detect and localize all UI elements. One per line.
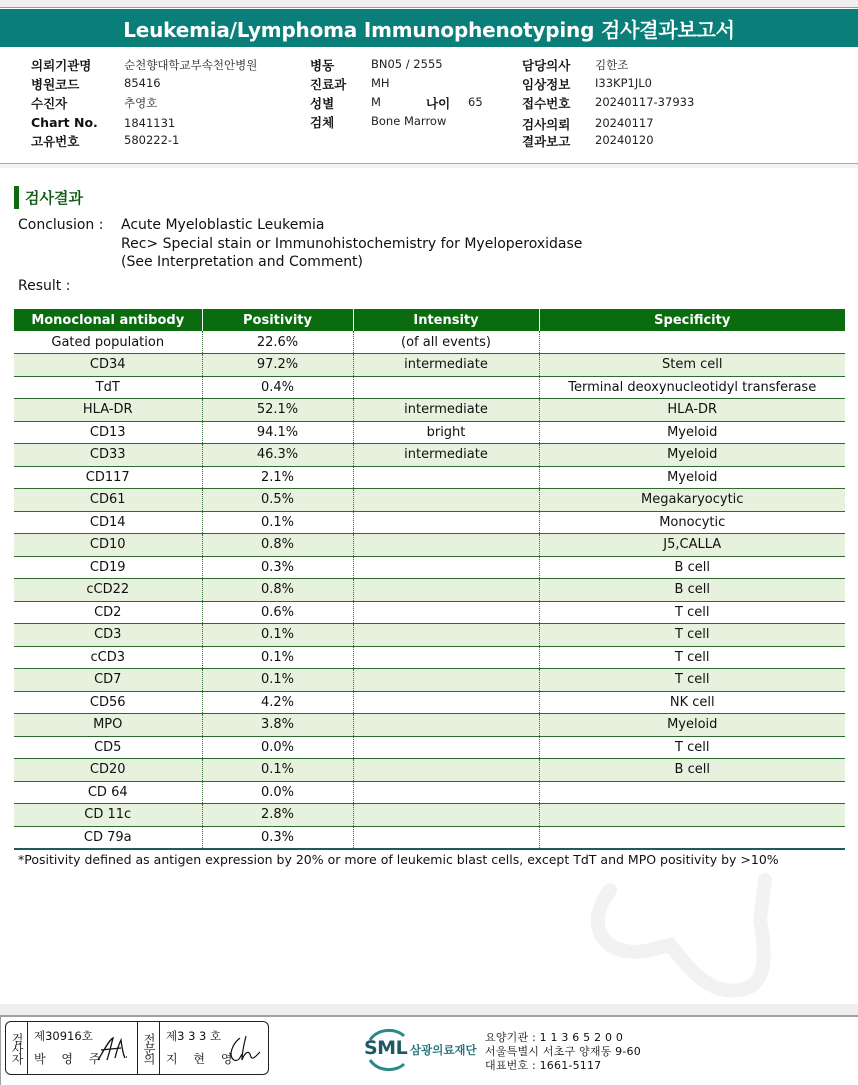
specificity-cell: Myeloid bbox=[539, 714, 845, 737]
positivity-cell: 0.4% bbox=[202, 376, 353, 399]
table-row bbox=[14, 736, 845, 759]
intensity-cell bbox=[353, 601, 539, 624]
intensity-cell bbox=[353, 691, 539, 714]
positivity-cell: 0.1% bbox=[202, 646, 353, 669]
doctor-label: 담당의사 bbox=[522, 58, 571, 73]
positivity-cell: 22.6% bbox=[202, 331, 353, 354]
antibody-cell: CD10 bbox=[14, 534, 202, 557]
antibody-cell: CD33 bbox=[14, 444, 202, 467]
sex-value: M bbox=[371, 95, 381, 109]
specificity-cell: Terminal deoxynucleotidyl transferase bbox=[539, 376, 845, 399]
section-title: 검사결과 bbox=[25, 188, 83, 207]
antibody-cell: CD13 bbox=[14, 421, 202, 444]
specificity-cell bbox=[539, 804, 845, 827]
antibody-cell: CD5 bbox=[14, 736, 202, 759]
specificity-cell bbox=[539, 781, 845, 804]
specificity-cell: Megakaryocytic bbox=[539, 489, 845, 512]
table-row bbox=[14, 331, 845, 354]
chart-no-label: Chart No. bbox=[31, 115, 98, 130]
address: 서울특별시 서초구 양재동 9-60 bbox=[485, 1045, 641, 1058]
antibody-cell: CD117 bbox=[14, 466, 202, 489]
sex-label: 성별 bbox=[310, 96, 335, 111]
intensity-cell: (of all events) bbox=[353, 331, 539, 354]
age-value: 65 bbox=[468, 95, 483, 109]
table-row bbox=[14, 691, 845, 714]
table-row bbox=[14, 624, 845, 647]
section-accent-bar bbox=[14, 186, 19, 209]
examiner-name: 박 영 주 bbox=[34, 1052, 107, 1066]
request-date-value: 20240117 bbox=[595, 116, 654, 130]
table-row bbox=[14, 601, 845, 624]
antibody-cell: CD19 bbox=[14, 556, 202, 579]
table-row bbox=[14, 399, 845, 422]
positivity-cell: 0.0% bbox=[202, 736, 353, 759]
intensity-cell bbox=[353, 759, 539, 782]
unique-id-value: 580222-1 bbox=[124, 133, 180, 147]
table-row bbox=[14, 534, 845, 557]
positivity-cell: 0.8% bbox=[202, 534, 353, 557]
result-label: Result : bbox=[18, 278, 71, 294]
report-date-value: 20240120 bbox=[595, 133, 654, 147]
receipt-no-value: 20240117-37933 bbox=[595, 95, 695, 109]
examiner-label-text: 검사자 bbox=[10, 1033, 24, 1063]
column-header-antibody: Monoclonal antibody bbox=[14, 309, 202, 331]
antibody-cell: CD 11c bbox=[14, 804, 202, 827]
table-row bbox=[14, 354, 845, 377]
hospital-code-value: 85416 bbox=[124, 76, 161, 90]
patient-value: 추영호 bbox=[124, 96, 158, 110]
ward-label: 병동 bbox=[310, 58, 335, 73]
specificity-cell: HLA-DR bbox=[539, 399, 845, 422]
intensity-cell bbox=[353, 669, 539, 692]
request-date-label: 검사의뢰 bbox=[522, 117, 571, 132]
intensity-cell bbox=[353, 489, 539, 512]
table-row bbox=[14, 781, 845, 804]
specificity-cell: B cell bbox=[539, 556, 845, 579]
clinical-info-label: 임상정보 bbox=[522, 77, 571, 92]
specificity-cell bbox=[539, 331, 845, 354]
table-row bbox=[14, 669, 845, 692]
positivity-cell: 0.1% bbox=[202, 624, 353, 647]
intensity-cell bbox=[353, 534, 539, 557]
specificity-cell: Monocytic bbox=[539, 511, 845, 534]
specificity-cell: T cell bbox=[539, 646, 845, 669]
patient-info bbox=[0, 56, 858, 156]
column-header-intensity: Intensity bbox=[353, 309, 539, 331]
intensity-cell bbox=[353, 714, 539, 737]
positivity-cell: 0.8% bbox=[202, 579, 353, 602]
intensity-cell bbox=[353, 804, 539, 827]
footer-band bbox=[0, 1004, 858, 1017]
examiner-license: 제30916호 bbox=[34, 1029, 93, 1043]
table-row bbox=[14, 826, 845, 849]
positivity-cell: 94.1% bbox=[202, 421, 353, 444]
antibody-cell: Gated population bbox=[14, 331, 202, 354]
table-row bbox=[14, 646, 845, 669]
positivity-cell: 0.3% bbox=[202, 556, 353, 579]
positivity-cell: 0.1% bbox=[202, 759, 353, 782]
age-label: 나이 bbox=[426, 96, 451, 111]
positivity-cell: 4.2% bbox=[202, 691, 353, 714]
antibody-cell: CD14 bbox=[14, 511, 202, 534]
specificity-cell: T cell bbox=[539, 601, 845, 624]
intensity-cell: intermediate bbox=[353, 354, 539, 377]
antibody-cell: TdT bbox=[14, 376, 202, 399]
intensity-cell bbox=[353, 646, 539, 669]
specificity-cell: B cell bbox=[539, 579, 845, 602]
specialist-name: 지 현 영 bbox=[166, 1052, 239, 1066]
antibody-cell: CD2 bbox=[14, 601, 202, 624]
intensity-cell bbox=[353, 736, 539, 759]
antibody-cell: CD 79a bbox=[14, 826, 202, 849]
table-row bbox=[14, 511, 845, 534]
intensity-cell: bright bbox=[353, 421, 539, 444]
ward-value: BN05 / 2555 bbox=[371, 57, 443, 71]
specificity-cell: J5,CALLA bbox=[539, 534, 845, 557]
antibody-cell: CD56 bbox=[14, 691, 202, 714]
chart-no-value: 1841131 bbox=[124, 116, 176, 130]
intensity-cell bbox=[353, 624, 539, 647]
positivity-cell: 46.3% bbox=[202, 444, 353, 467]
antibody-cell: CD7 bbox=[14, 669, 202, 692]
specialist-label bbox=[138, 1022, 160, 1074]
department-label: 진료과 bbox=[310, 77, 347, 92]
specificity-cell: Myeloid bbox=[539, 466, 845, 489]
positivity-cell: 0.3% bbox=[202, 826, 353, 849]
table-row bbox=[14, 714, 845, 737]
positivity-footnote: *Positivity defined as antigen expression by 20% or more of leukemic blast cells, except TdT and MPO positivity by >10% bbox=[18, 852, 779, 867]
report-date-label: 결과보고 bbox=[522, 134, 571, 149]
conclusion-line: Rec> Special stain or Immunohistochemistry for Myeloperoxidase bbox=[121, 236, 583, 252]
specificity-cell bbox=[539, 826, 845, 849]
antibody-cell: MPO bbox=[14, 714, 202, 737]
institution-label: 의뢰기관명 bbox=[31, 58, 92, 73]
positivity-cell: 2.8% bbox=[202, 804, 353, 827]
institution-value: 순천향대학교부속천안병원 bbox=[124, 58, 258, 72]
positivity-cell: 0.1% bbox=[202, 669, 353, 692]
conclusion-line: Acute Myeloblastic Leukemia bbox=[121, 217, 325, 233]
antibody-cell: cCD22 bbox=[14, 579, 202, 602]
specificity-cell: Myeloid bbox=[539, 444, 845, 467]
table-row bbox=[14, 421, 845, 444]
intensity-cell bbox=[353, 826, 539, 849]
top-strip bbox=[0, 0, 858, 8]
table-row bbox=[14, 376, 845, 399]
examiner-signature bbox=[95, 1034, 131, 1064]
patient-label: 수진자 bbox=[31, 96, 68, 111]
report-title-bar bbox=[0, 9, 858, 47]
footer-left-border bbox=[0, 1017, 1, 1085]
unique-id-label: 고유번호 bbox=[31, 134, 80, 149]
conclusion-line: (See Interpretation and Comment) bbox=[121, 254, 364, 270]
specimen-label: 검체 bbox=[310, 115, 335, 130]
hospital-code-label: 병원코드 bbox=[31, 77, 80, 92]
phone: 대표번호 : 1661-5117 bbox=[485, 1059, 602, 1072]
antibody-cell: HLA-DR bbox=[14, 399, 202, 422]
info-divider-shadow bbox=[0, 164, 858, 168]
specificity-cell: T cell bbox=[539, 624, 845, 647]
conclusion-label: Conclusion : bbox=[18, 217, 104, 233]
table-row bbox=[14, 444, 845, 467]
clinical-info-value: I33KP1JL0 bbox=[595, 76, 652, 90]
specificity-cell: T cell bbox=[539, 736, 845, 759]
antibody-cell: CD61 bbox=[14, 489, 202, 512]
specialist-license: 제3 3 3 호 bbox=[166, 1029, 222, 1043]
specificity-cell: Myeloid bbox=[539, 421, 845, 444]
antibody-cell: CD3 bbox=[14, 624, 202, 647]
table-row bbox=[14, 759, 845, 782]
intensity-cell: intermediate bbox=[353, 444, 539, 467]
examiner-cell bbox=[28, 1022, 138, 1074]
specialist-label-text: 전문의 bbox=[142, 1033, 156, 1063]
table-row bbox=[14, 556, 845, 579]
facility-code: 요양기관 : 1 1 3 6 5 2 0 0 bbox=[485, 1031, 624, 1044]
watermark-logo bbox=[590, 870, 800, 1000]
specificity-cell: NK cell bbox=[539, 691, 845, 714]
results-table bbox=[14, 309, 845, 850]
report-title: Leukemia/Lymphoma Immunophenotyping 검사결과보고서 bbox=[123, 17, 735, 42]
positivity-cell: 52.1% bbox=[202, 399, 353, 422]
antibody-cell: CD34 bbox=[14, 354, 202, 377]
positivity-cell: 0.5% bbox=[202, 489, 353, 512]
column-header-positivity: Positivity bbox=[202, 309, 353, 331]
examiner-label bbox=[6, 1022, 28, 1074]
signature-box bbox=[5, 1021, 269, 1075]
column-header-specificity: Specificity bbox=[539, 309, 845, 331]
section-heading bbox=[14, 185, 83, 209]
antibody-cell: cCD3 bbox=[14, 646, 202, 669]
intensity-cell: intermediate bbox=[353, 399, 539, 422]
doctor-value: 김한조 bbox=[595, 58, 629, 72]
department-value: MH bbox=[371, 76, 390, 90]
antibody-cell: CD 64 bbox=[14, 781, 202, 804]
antibody-cell: CD20 bbox=[14, 759, 202, 782]
intensity-cell bbox=[353, 376, 539, 399]
organization-name: 삼광의료재단 bbox=[410, 1043, 477, 1057]
specificity-cell: B cell bbox=[539, 759, 845, 782]
table-header-row bbox=[14, 309, 845, 331]
specificity-cell: T cell bbox=[539, 669, 845, 692]
positivity-cell: 0.1% bbox=[202, 511, 353, 534]
table-row bbox=[14, 579, 845, 602]
positivity-cell: 0.6% bbox=[202, 601, 353, 624]
specialist-cell bbox=[160, 1022, 268, 1074]
positivity-cell: 97.2% bbox=[202, 354, 353, 377]
intensity-cell bbox=[353, 781, 539, 804]
sml-logo-text: SML bbox=[364, 1037, 408, 1059]
table-row bbox=[14, 489, 845, 512]
table-row bbox=[14, 804, 845, 827]
positivity-cell: 2.1% bbox=[202, 466, 353, 489]
table-row bbox=[14, 466, 845, 489]
receipt-no-label: 접수번호 bbox=[522, 96, 571, 111]
specimen-value: Bone Marrow bbox=[371, 114, 447, 128]
intensity-cell bbox=[353, 511, 539, 534]
positivity-cell: 0.0% bbox=[202, 781, 353, 804]
intensity-cell bbox=[353, 466, 539, 489]
intensity-cell bbox=[353, 556, 539, 579]
specificity-cell: Stem cell bbox=[539, 354, 845, 377]
intensity-cell bbox=[353, 579, 539, 602]
positivity-cell: 3.8% bbox=[202, 714, 353, 737]
specialist-signature bbox=[226, 1034, 262, 1064]
